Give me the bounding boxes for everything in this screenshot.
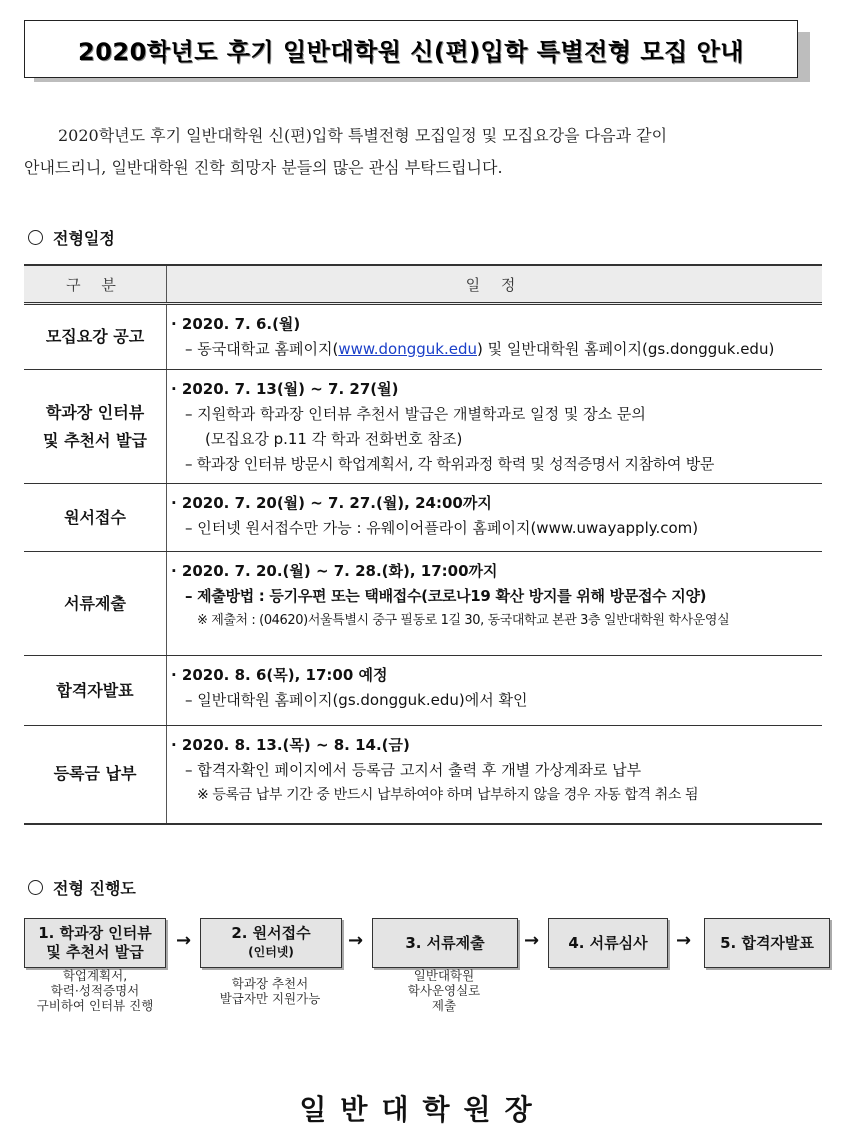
row-detail: – 학과장 인터뷰 방문시 학업계획서, 각 학위과정 학력 및 성적증명서 지참하여 방문 xyxy=(185,455,715,473)
row-label: 합격자발표 xyxy=(24,656,167,726)
row-detail: – 제출방법 : 등기우편 또는 택배접수(코로나19 확산 방지를 위해 방문접수 지양) xyxy=(185,587,707,605)
arrow-right-icon: → xyxy=(348,930,364,951)
page-title: 2020학년도 후기 일반대학원 신(편)입학 특별전형 모집 안내 xyxy=(78,37,744,66)
table-row xyxy=(24,484,822,552)
title-banner xyxy=(24,20,820,82)
flow-section-title: 전형 진행도 xyxy=(28,876,136,899)
flow-step-1: 1. 학과장 인터뷰 및 추천서 발급 xyxy=(24,918,166,968)
header-category: 구 분 xyxy=(24,265,167,304)
row-date: · 2020. 7. 20.(월) ~ 7. 28.(화), 17:00까지 xyxy=(171,562,498,580)
row-date: · 2020. 7. 13(월) ~ 7. 27(월) xyxy=(171,380,399,398)
arrow-right-icon: → xyxy=(524,930,540,951)
table-row xyxy=(24,726,822,824)
flow-step-2: 2. 원서접수 (인터넷) xyxy=(200,918,342,968)
row-note: ※ 등록금 납부 기간 중 반드시 납부하여야 하며 납부하지 않을 경우 자동 합격 취소 됨 xyxy=(197,787,699,803)
row-detail: – 동국대학교 홈페이지(www.dongguk.edu) 및 일반대학원 홈페이지(gs.dongguk.edu) xyxy=(185,340,775,358)
row-date: · 2020. 8. 13.(목) ~ 8. 14.(금) xyxy=(171,736,410,754)
row-note: ※ 제출처 : (04620)서울특별시 중구 필동로 1길 30, 동국대학교 본관 3층 일반대학원 학사운영실 xyxy=(197,613,730,628)
flow-note-2: 학과장 추천서 발급자만 지원가능 xyxy=(219,976,321,1006)
schedule-section-title: 전형일정 xyxy=(28,226,115,249)
row-label: 등록금 납부 xyxy=(24,726,167,824)
row-label: 서류제출 xyxy=(24,552,167,656)
table-row xyxy=(24,370,822,484)
flow-note-1: 학업계획서, 학력·성적증명서 구비하여 인터뷰 진행 xyxy=(36,968,154,1013)
row-detail: – 일반대학원 홈페이지(gs.dongguk.edu)에서 확인 xyxy=(185,691,528,709)
row-detail: – 인터넷 원서접수만 가능 : 유웨이어플라이 홈페이지(www.uwayapply.com) xyxy=(185,519,699,537)
table-header-row xyxy=(24,265,822,304)
intro-paragraph xyxy=(24,120,814,184)
flow-step-4: 4. 서류심사 xyxy=(548,918,668,968)
row-label: 학과장 인터뷰 및 추천서 발급 xyxy=(24,370,167,484)
title-box xyxy=(24,20,798,78)
row-date: · 2020. 8. 6(목), 17:00 예정 xyxy=(171,666,388,684)
circle-bullet-icon xyxy=(28,880,43,895)
table-row xyxy=(24,304,822,370)
row-detail: – 합격자확인 페이지에서 등록금 고지서 출력 후 개별 가상계좌로 납부 xyxy=(185,761,642,779)
intro-line-1: 2020학년도 후기 일반대학원 신(편)입학 특별전형 모집일정 및 모집요강을 다음과 같이 xyxy=(58,126,668,145)
signature: 일반대학원장 xyxy=(299,1093,546,1126)
flow-step-3: 3. 서류제출 xyxy=(372,918,518,968)
row-detail: (모집요강 p.11 각 학과 전화번호 참조) xyxy=(205,430,463,448)
row-label: 모집요강 공고 xyxy=(24,304,167,370)
row-label: 원서접수 xyxy=(24,484,167,552)
dongguk-link[interactable]: www.dongguk.edu xyxy=(338,340,477,358)
header-schedule: 일 정 xyxy=(167,265,823,304)
flow-step-5: 5. 합격자발표 xyxy=(704,918,830,968)
arrow-right-icon: → xyxy=(676,930,692,951)
circle-bullet-icon xyxy=(28,230,43,245)
flow-note-3: 일반대학원 학사운영실로 제출 xyxy=(407,968,481,1013)
row-date: · 2020. 7. 6.(월) xyxy=(171,315,301,333)
intro-line-2: 안내드리니, 일반대학원 진학 희망자 분들의 많은 관심 부탁드립니다. xyxy=(24,158,503,177)
table-row xyxy=(24,552,822,656)
row-date: · 2020. 7. 20(월) ~ 7. 27.(월), 24:00까지 xyxy=(171,494,492,512)
arrow-right-icon: → xyxy=(176,930,192,951)
table-row xyxy=(24,656,822,726)
schedule-table xyxy=(24,264,822,825)
row-detail: – 지원학과 학과장 인터뷰 추천서 발급은 개별학과로 일정 및 장소 문의 xyxy=(185,405,646,423)
